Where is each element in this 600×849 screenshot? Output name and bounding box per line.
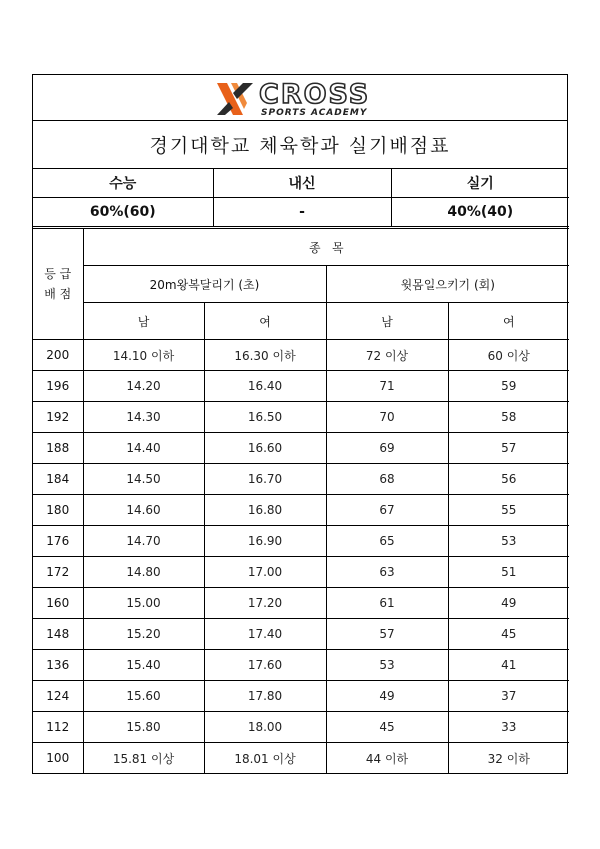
grade-score-cell: 188 [33, 433, 83, 464]
value-cell: 72 이상 [326, 340, 448, 371]
summary-header-silgi: 실기 [391, 169, 569, 198]
value-cell: 17.40 [204, 619, 326, 650]
value-cell: 61 [326, 588, 448, 619]
value-cell: 16.90 [204, 526, 326, 557]
event-names-row [33, 266, 569, 303]
gender-male-situps: 남 [326, 303, 448, 340]
value-cell: 44 이하 [326, 743, 448, 774]
gender-female-situps: 여 [448, 303, 569, 340]
logo-subtitle: SPORTS ACADEMY [261, 108, 368, 118]
table-row [33, 402, 569, 433]
value-cell: 15.00 [83, 588, 204, 619]
value-cell: 60 이상 [448, 340, 569, 371]
value-cell: 14.70 [83, 526, 204, 557]
value-cell: 16.60 [204, 433, 326, 464]
events-header-row [33, 229, 569, 266]
events-header: 종 목 [83, 229, 569, 266]
grade-score-cell: 180 [33, 495, 83, 526]
gender-male-shuttle: 남 [83, 303, 204, 340]
value-cell: 55 [448, 495, 569, 526]
table-row [33, 340, 569, 371]
value-cell: 18.01 이상 [204, 743, 326, 774]
grade-header-line1: 등 급 [44, 267, 72, 281]
summary-value-suneung: 60%(60) [33, 198, 213, 227]
gender-row [33, 303, 569, 340]
value-cell: 14.20 [83, 371, 204, 402]
summary-value-naesin: - [213, 198, 391, 227]
value-cell: 51 [448, 557, 569, 588]
value-cell: 57 [326, 619, 448, 650]
table-row [33, 650, 569, 681]
value-cell: 15.40 [83, 650, 204, 681]
table-row [33, 681, 569, 712]
value-cell: 49 [326, 681, 448, 712]
value-cell: 18.00 [204, 712, 326, 743]
table-row [33, 712, 569, 743]
grade-score-header [33, 229, 83, 340]
value-cell: 33 [448, 712, 569, 743]
value-cell: 17.00 [204, 557, 326, 588]
value-cell: 56 [448, 464, 569, 495]
grade-score-cell: 192 [33, 402, 83, 433]
score-table [33, 228, 569, 773]
value-cell: 15.60 [83, 681, 204, 712]
score-sheet [32, 74, 568, 774]
grade-score-cell: 176 [33, 526, 83, 557]
table-row [33, 557, 569, 588]
value-cell: 71 [326, 371, 448, 402]
value-cell: 15.81 이상 [83, 743, 204, 774]
value-cell: 16.30 이하 [204, 340, 326, 371]
value-cell: 14.80 [83, 557, 204, 588]
value-cell: 53 [448, 526, 569, 557]
value-cell: 14.50 [83, 464, 204, 495]
grade-score-cell: 136 [33, 650, 83, 681]
value-cell: 16.70 [204, 464, 326, 495]
value-cell: 14.60 [83, 495, 204, 526]
value-cell: 14.40 [83, 433, 204, 464]
grade-score-cell: 200 [33, 340, 83, 371]
value-cell: 69 [326, 433, 448, 464]
summary-header-naesin: 내신 [213, 169, 391, 198]
table-row [33, 743, 569, 774]
summary-value-silgi: 40%(40) [391, 198, 569, 227]
value-cell: 16.40 [204, 371, 326, 402]
grade-score-cell: 124 [33, 681, 83, 712]
value-cell: 17.80 [204, 681, 326, 712]
value-cell: 37 [448, 681, 569, 712]
value-cell: 16.50 [204, 402, 326, 433]
summary-header-suneung: 수능 [33, 169, 213, 198]
value-cell: 68 [326, 464, 448, 495]
summary-value-row [33, 198, 569, 227]
event-shuttle-run: 20m왕복달리기 (초) [83, 266, 326, 303]
table-row [33, 371, 569, 402]
table-row [33, 588, 569, 619]
page-title: 경기대학교 체육학과 실기배점표 [33, 121, 567, 169]
value-cell: 59 [448, 371, 569, 402]
value-cell: 17.20 [204, 588, 326, 619]
table-row [33, 433, 569, 464]
value-cell: 49 [448, 588, 569, 619]
value-cell: 17.60 [204, 650, 326, 681]
gender-female-shuttle: 여 [204, 303, 326, 340]
summary-table [33, 169, 569, 227]
value-cell: 67 [326, 495, 448, 526]
event-sit-ups: 윗몸일으키기 (회) [326, 266, 569, 303]
grade-score-cell: 100 [33, 743, 83, 774]
value-cell: 32 이하 [448, 743, 569, 774]
logo-row [33, 75, 567, 121]
value-cell: 16.80 [204, 495, 326, 526]
value-cell: 57 [448, 433, 569, 464]
value-cell: 58 [448, 402, 569, 433]
grade-header-line2: 배 점 [44, 287, 72, 301]
value-cell: 15.80 [83, 712, 204, 743]
grade-score-cell: 148 [33, 619, 83, 650]
grade-score-cell: 160 [33, 588, 83, 619]
summary-header-row [33, 169, 569, 198]
table-row [33, 619, 569, 650]
grade-score-cell: 172 [33, 557, 83, 588]
value-cell: 45 [448, 619, 569, 650]
value-cell: 53 [326, 650, 448, 681]
value-cell: 14.10 이하 [83, 340, 204, 371]
cross-x-logo-icon [213, 80, 257, 118]
logo-wordmark: CROSS [259, 79, 371, 110]
value-cell: 45 [326, 712, 448, 743]
value-cell: 65 [326, 526, 448, 557]
grade-score-cell: 196 [33, 371, 83, 402]
value-cell: 63 [326, 557, 448, 588]
grade-score-cell: 112 [33, 712, 83, 743]
value-cell: 41 [448, 650, 569, 681]
table-row [33, 526, 569, 557]
value-cell: 15.20 [83, 619, 204, 650]
table-row [33, 464, 569, 495]
value-cell: 70 [326, 402, 448, 433]
logo [213, 80, 393, 118]
table-row [33, 495, 569, 526]
value-cell: 14.30 [83, 402, 204, 433]
grade-score-cell: 184 [33, 464, 83, 495]
